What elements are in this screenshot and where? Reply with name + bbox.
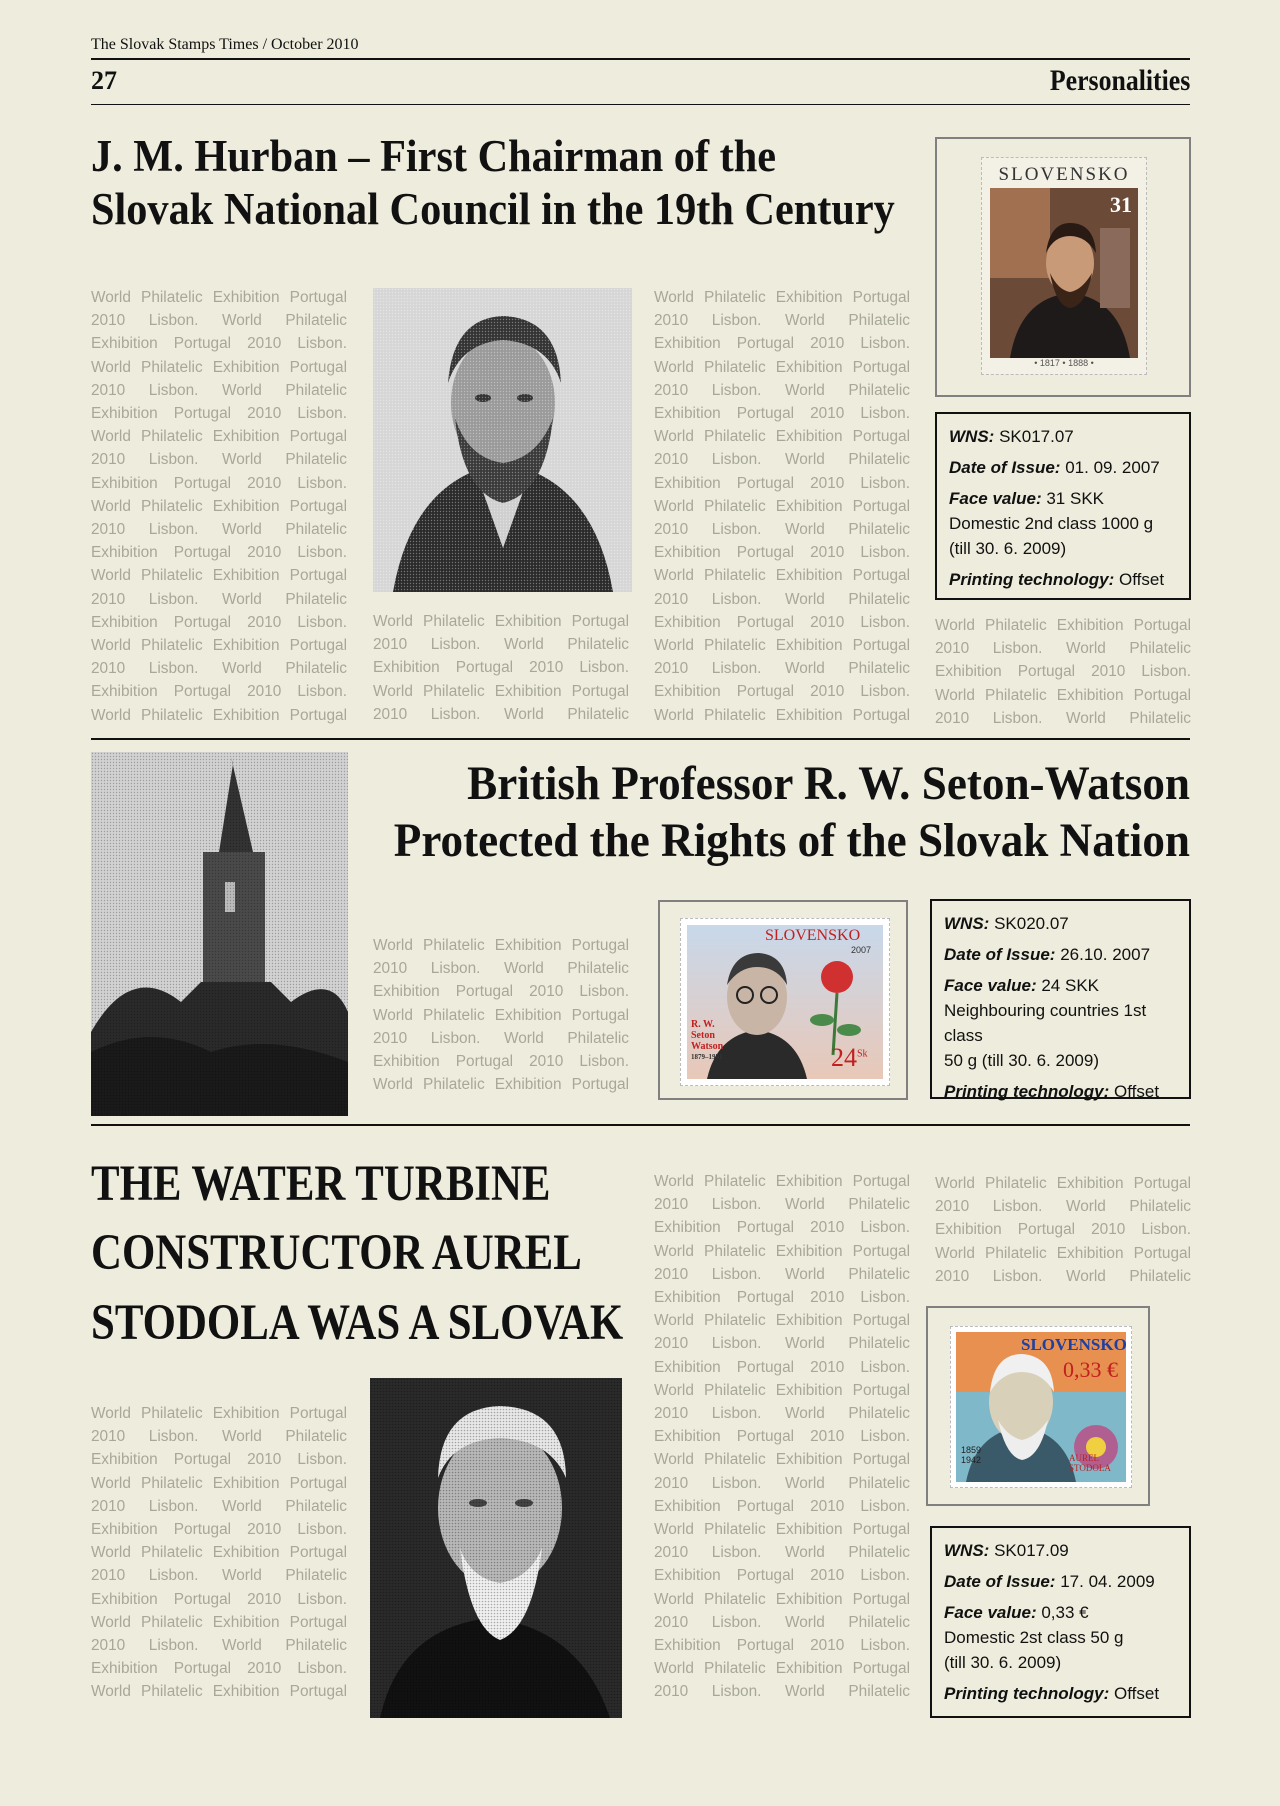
seton-watson-stamp-frame xyxy=(658,900,908,1100)
article-1-text-col-3: World Philatelic Exhibition Portugal 2010 Lisbon. World Philatelic Exhibition Portugal 2010 Lisbon. World Philatelic Exhibition Portugal 2010 Lisbon. World Philatelic Exhibition Portugal 2010 Lisbon. World Philatelic Exhibition Portugal 2010 Lisbon. World Philatelic Exhibition Portugal 2010 Lisbon. World Philatelic Exhibition Portugal 2010 Lisbon. World Philatelic Exhibition Portugal 2010 Lisbon. World Philatelic Exhibition Portugal 2010 Lisbon. World Philatelic Exhibition Portugal 2010 Lisbon. World Philatelic Exhibition Portugal 2010 Lisbon. World Philatelic Exhibition Portugal 2010 Lisbon. World Philatelic Exhibition Portugal xyxy=(654,289,910,724)
article-1-text-col-2: World Philatelic Exhibition Portugal 2010 Lisbon. World Philatelic Exhibition Portugal 2010 Lisbon. World Philatelic Exhibition Portugal 2010 Lisbon. World Philatelic xyxy=(373,613,629,723)
class-text: Neighbouring countries 1st class xyxy=(944,1001,1147,1045)
article-3-text-col-3: World Philatelic Exhibition Portugal 2010 Lisbon. World Philatelic Exhibition Portugal 2010 Lisbon. World Philatelic Exhibition Portugal 2010 Lisbon. World Philatelic xyxy=(935,1175,1191,1285)
article-3-text-col-1: World Philatelic Exhibition Portugal 2010 Lisbon. World Philatelic Exhibition Portugal 2010 Lisbon. World Philatelic Exhibition Portugal 2010 Lisbon. World Philatelic Exhibition Portugal 2010 Lisbon. World Philatelic Exhibition Portugal 2010 Lisbon. World Philatelic Exhibition Portugal 2010 Lisbon. World Philatelic Exhibition Portugal 2010 Lisbon. World Philatelic Exhibition Portugal 2010 Lisbon. World Philatelic Exhibition Portugal xyxy=(91,1405,347,1701)
divider-1 xyxy=(91,738,1190,740)
hurban-stamp-info-box xyxy=(935,412,1191,600)
date-value: 01. 09. 2007 xyxy=(1065,458,1160,477)
wns-value: SK017.09 xyxy=(994,1541,1069,1560)
stamp-name-1: R. W. xyxy=(691,1019,715,1030)
print-value: Offset xyxy=(1114,1684,1160,1703)
face-value: 0,33 € xyxy=(1041,1603,1089,1622)
print-value: Offset xyxy=(1119,570,1165,589)
stamp-country: SLOVENSKO xyxy=(1021,1335,1127,1354)
wns-label: WNS: xyxy=(949,427,995,446)
header-rule-top xyxy=(91,58,1190,60)
print-label: Printing technology: xyxy=(944,1684,1110,1703)
date-label: Date of Issue: xyxy=(944,1572,1056,1591)
stamp-years: 1879–1951 xyxy=(691,1053,723,1061)
stodola-stamp-info-box xyxy=(930,1526,1191,1718)
stamp-value-number: 24 xyxy=(831,1043,857,1072)
stamp-name-2: Seton xyxy=(691,1030,715,1041)
article-3-text-col-2: World Philatelic Exhibition Portugal 2010 Lisbon. World Philatelic Exhibition Portugal 2010 Lisbon. World Philatelic Exhibition Portugal 2010 Lisbon. World Philatelic Exhibition Portugal 2010 Lisbon. World Philatelic Exhibition Portugal 2010 Lisbon. World Philatelic Exhibition Portugal 2010 Lisbon. World Philatelic Exhibition Portugal 2010 Lisbon. World Philatelic Exhibition Portugal 2010 Lisbon. World Philatelic Exhibition Portugal 2010 Lisbon. World Philatelic Exhibition Portugal 2010 Lisbon. World Philatelic Exhibition Portugal 2010 Lisbon. World Philatelic Exhibition Portugal 2010 Lisbon. World Philatelic Exhibition Portugal 2010 Lisbon. World Philatelic Exhibition Portugal 2010 Lisbon. World Philatelic Exhibition Portugal 2010 Lisbon. World Philatelic xyxy=(654,1173,910,1701)
face-label: Face value: xyxy=(949,489,1042,508)
page-number: 27 xyxy=(91,66,117,95)
date-label: Date of Issue: xyxy=(949,458,1061,477)
wns-label: WNS: xyxy=(944,914,990,933)
date-label: Date of Issue: xyxy=(944,945,1056,964)
header-rule-bottom xyxy=(91,104,1190,105)
stamp-value-unit: Sk xyxy=(857,1048,868,1060)
hurban-portrait-photo xyxy=(373,288,632,592)
church-photo xyxy=(91,752,348,1116)
stamp-name-2: STODOLA xyxy=(1069,1463,1111,1473)
stamp-name-3: Watson xyxy=(691,1041,724,1052)
stamp-years xyxy=(961,1445,981,1465)
article-1-text-col-4: World Philatelic Exhibition Portugal 2010 Lisbon. World Philatelic Exhibition Portugal 2010 Lisbon. World Philatelic Exhibition Portugal 2010 Lisbon. World Philatelic xyxy=(935,617,1191,727)
divider-2 xyxy=(91,1124,1190,1126)
stodola-portrait-photo xyxy=(370,1378,622,1718)
stamp-name xyxy=(1069,1453,1111,1473)
face-label: Face value: xyxy=(944,976,1037,995)
publication-title: The Slovak Stamps Times / October 2010 xyxy=(91,36,359,53)
print-value: Offset xyxy=(1114,1082,1160,1101)
hurban-stamp xyxy=(981,157,1147,375)
wns-value: SK017.07 xyxy=(999,427,1074,446)
face-value: 24 SKK xyxy=(1041,976,1099,995)
stodola-stamp-frame xyxy=(926,1306,1150,1506)
wns-value: SK020.07 xyxy=(994,914,1069,933)
article-1-text-col-1: World Philatelic Exhibition Portugal 2010 Lisbon. World Philatelic Exhibition Portugal 2010 Lisbon. World Philatelic Exhibition Portugal 2010 Lisbon. World Philatelic Exhibition Portugal 2010 Lisbon. World Philatelic Exhibition Portugal 2010 Lisbon. World Philatelic Exhibition Portugal 2010 Lisbon. World Philatelic Exhibition Portugal 2010 Lisbon. World Philatelic Exhibition Portugal 2010 Lisbon. World Philatelic Exhibition Portugal 2010 Lisbon. World Philatelic Exhibition Portugal 2010 Lisbon. World Philatelic Exhibition Portugal 2010 Lisbon. World Philatelic Exhibition Portugal 2010 Lisbon. World Philatelic Exhibition Portugal xyxy=(91,289,347,724)
stamp-value: 0,33 € xyxy=(1063,1357,1118,1382)
class-text: Domestic 2st class 50 g xyxy=(944,1628,1124,1647)
class-text: Domestic 2nd class 1000 g xyxy=(949,514,1154,533)
stodola-stamp xyxy=(950,1326,1132,1488)
face-label: Face value: xyxy=(944,1603,1037,1622)
stamp-name xyxy=(691,1019,723,1063)
stamp-country: SLOVENSKO xyxy=(998,164,1130,185)
stamp-years: • 1817 • 1888 • xyxy=(1034,358,1094,368)
article-3-headline: THE WATER TURBINE CONSTRUCTOR AUREL STODOLA WAS A SLOVAK xyxy=(91,1156,624,1351)
print-label: Printing technology: xyxy=(949,570,1115,589)
seton-watson-stamp-info-box xyxy=(930,899,1191,1099)
section-title: Personalities xyxy=(1049,64,1190,97)
validity-text: (till 30. 6. 2009) xyxy=(949,539,1067,558)
article-1-headline: J. M. Hurban – First Chairman of the Slovak National Council in the 19th Century xyxy=(91,131,895,235)
print-label: Printing technology: xyxy=(944,1082,1110,1101)
seton-watson-stamp xyxy=(680,918,890,1086)
stamp-value xyxy=(831,1043,868,1073)
face-value: 31 SKK xyxy=(1046,489,1104,508)
stamp-year: 2007 xyxy=(851,945,872,955)
date-value: 26.10. 2007 xyxy=(1060,945,1151,964)
stamp-year-1: 1859 xyxy=(961,1445,982,1455)
stamp-country: SLOVENSKO xyxy=(765,927,861,944)
article-2-text-col-1: World Philatelic Exhibition Portugal 2010 Lisbon. World Philatelic Exhibition Portugal 2010 Lisbon. World Philatelic Exhibition Portugal 2010 Lisbon. World Philatelic Exhibition Portugal 2010 Lisbon. World Philatelic Exhibition Portugal xyxy=(373,937,629,1094)
date-value: 17. 04. 2009 xyxy=(1060,1572,1155,1591)
stamp-year-2: 1942 xyxy=(961,1455,982,1465)
wns-label: WNS: xyxy=(944,1541,990,1560)
stamp-value: 31 xyxy=(1110,192,1132,217)
validity-text: 50 g (till 30. 6. 2009) xyxy=(944,1051,1099,1070)
stamp-name-1: AUREL xyxy=(1069,1453,1099,1463)
article-2-headline: British Professor R. W. Seton-Watson Protected the Rights of the Slovak Nation xyxy=(393,757,1191,867)
validity-text: (till 30. 6. 2009) xyxy=(944,1653,1062,1672)
hurban-stamp-frame xyxy=(935,137,1191,397)
